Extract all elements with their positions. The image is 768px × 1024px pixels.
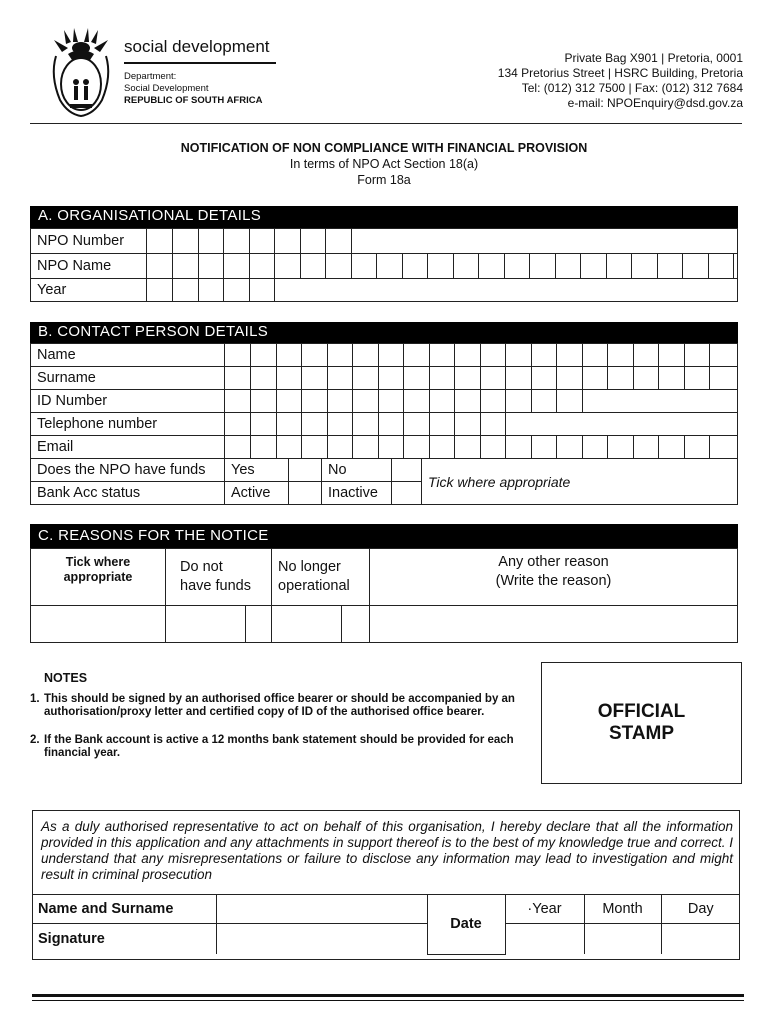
tick-line-1: Tick where [65,555,131,569]
yes-label: Yes [225,459,289,482]
opt2-line-2: operational [278,578,350,594]
opt3-line-2: (Write the reason) [495,573,612,589]
other-reason-field[interactable] [370,606,738,643]
npo-number-row [31,229,738,254]
id-number-field[interactable] [225,390,738,413]
inactive-tick-box[interactable] [392,482,422,505]
year-label: ·Year [505,895,584,924]
name-input[interactable] [216,895,427,924]
opt1-line-1: Do not [180,559,223,575]
npo-number-field[interactable] [147,229,738,254]
note-1 [30,693,540,719]
npo-name-row [31,254,738,279]
form-number: Form 18a [357,173,411,187]
day-label: Day [661,895,740,924]
yes-tick-box[interactable] [289,459,322,482]
dept-name-small: Social Development [124,83,209,94]
department-title: social development [124,37,270,56]
surname-field[interactable] [225,367,738,390]
footer-rule-thick [32,994,744,997]
month-label: Month [584,895,661,924]
section-c-heading: C. REASONS FOR THE NOTICE [30,524,738,548]
year-field[interactable] [147,279,738,302]
name-field[interactable] [225,344,738,367]
no-funds-tick-box[interactable] [246,606,272,643]
tick-line-2: appropriate [63,570,133,584]
signature-table [32,894,740,955]
row-label: NPO Name [31,254,147,279]
opt1-line-2: have funds [180,578,251,594]
character-boxes [250,390,584,412]
email-row [31,436,738,459]
tick-instruction [31,549,166,606]
name-row [31,344,738,367]
day-input[interactable] [661,924,740,955]
header-divider [30,123,742,124]
coat-of-arms-icon [46,26,116,118]
inactive-label: Inactive [322,482,392,505]
year-input[interactable] [505,924,584,955]
note-number: 2. [30,734,40,746]
section-b-heading: B. CONTACT PERSON DETAILS [30,322,738,343]
surname-row [31,367,738,390]
empty-cell [31,606,166,643]
no-funds-spacer [166,606,246,643]
no-tick-box[interactable] [392,459,422,482]
signature-input[interactable] [216,924,427,955]
signature-label: Signature [32,924,216,955]
opt3-line-1: Any other reason [498,554,609,570]
footer-rule-thin [32,1000,744,1001]
dept-label: Department: [124,71,177,82]
bank-label: Bank Acc status [31,482,225,505]
postal-address: Private Bag X901 | Pretoria, 0001 [564,51,743,65]
not-operational-tick-box[interactable] [342,606,370,643]
form-title: NOTIFICATION OF NON COMPLIANCE WITH FINANCIAL PROVISION [180,141,588,155]
stamp-line-2: STAMP [608,723,675,744]
note-text: If the Bank account is active a 12 months bank statement should be provided for each financial year. [44,734,514,759]
character-boxes [250,413,507,435]
email-address: e-mail: NPOEnquiry@dsd.gov.za [567,96,743,110]
row-label: NPO Number [31,229,147,254]
year-row [31,279,738,302]
telephone-row [31,413,738,436]
department-underline [124,62,276,64]
character-boxes [250,436,711,458]
section-a-heading: A. ORGANISATIONAL DETAILS [30,206,738,228]
character-boxes [250,344,711,366]
funds-row [31,459,738,482]
note-2 [30,734,540,760]
character-boxes [172,254,735,278]
email-field[interactable] [225,436,738,459]
section-b-table [30,343,738,505]
country-name: REPUBLIC OF SOUTH AFRICA [124,95,263,106]
character-boxes [172,229,353,253]
row-label: Name [31,344,225,367]
tel-fax: Tel: (012) 312 7500 | Fax: (012) 312 7684 [521,81,743,95]
active-label: Active [225,482,289,505]
month-input[interactable] [584,924,661,955]
official-stamp-box [541,662,742,784]
funds-label: Does the NPO have funds [31,459,225,482]
section-c-table [30,548,738,643]
active-tick-box[interactable] [289,482,322,505]
tick-note: Tick where appropriate [422,459,738,505]
name-label: Name and Surname [32,895,216,924]
note-number: 1. [30,693,40,705]
note-text: This should be signed by an authorised office bearer or should be accompanied by an authorisation/proxy letter and certified copy of ID of the authorised office bearer. [44,693,515,718]
option-no-funds [166,549,272,606]
character-boxes [172,279,276,301]
option-not-operational [272,549,370,606]
row-label: Email [31,436,225,459]
stamp-line-1: OFFICIAL [597,701,686,722]
form-subtitle: In terms of NPO Act Section 18(a) [289,157,479,171]
opt2-line-1: No longer [278,559,341,575]
row-label: Year [31,279,147,302]
date-label: Date [427,895,505,955]
no-label: No [322,459,392,482]
row-label: Surname [31,367,225,390]
character-boxes [250,367,711,389]
npo-name-field[interactable] [147,254,738,279]
id-number-row [31,390,738,413]
notes-title: NOTES [44,671,88,685]
row-label: Telephone number [31,413,225,436]
section-a-table [30,228,738,302]
option-other-reason [370,549,738,606]
row-label: ID Number [31,390,225,413]
street-address: 134 Pretorius Street | HSRC Building, Pretoria [497,66,743,80]
not-operational-spacer [272,606,342,643]
declaration-text: As a duly authorised representative to act on behalf of this organisation, I hereby declare that all the information provided in this application and any attachments in support thereof is to the best of my knowledge true and correct. I understand that any misrepresentations or failure to disclose any information may lead to investigation and might result in criminal prosecution [41,819,733,882]
telephone-field[interactable] [225,413,738,436]
